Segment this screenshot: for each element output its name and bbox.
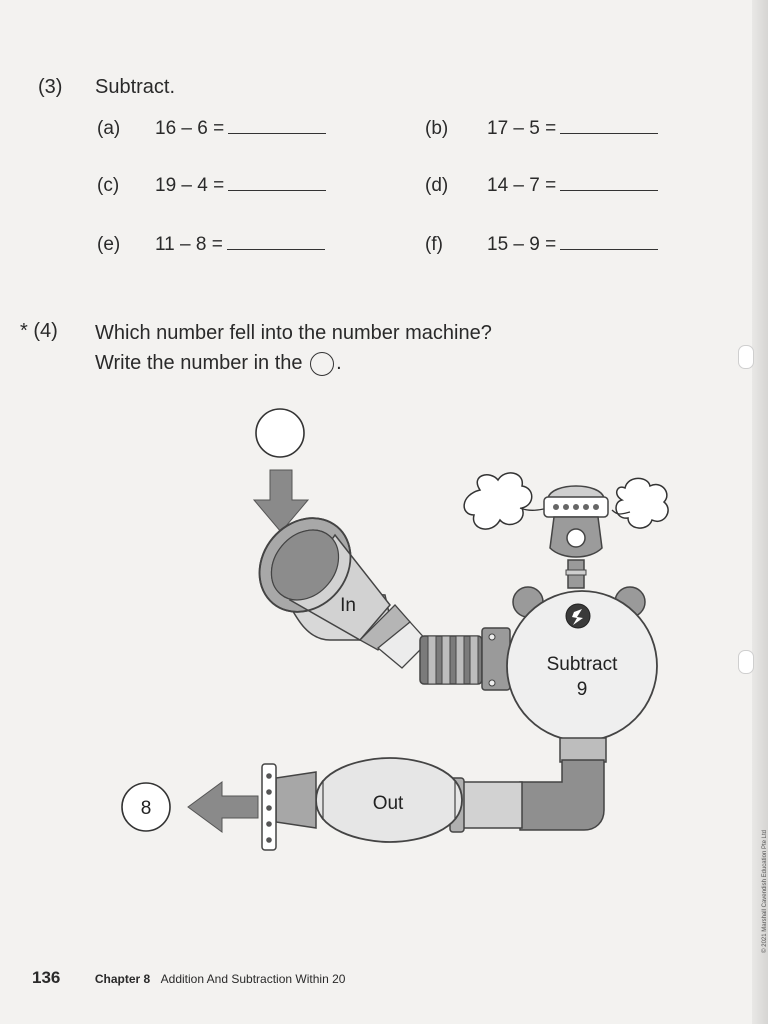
q3-a-label: (a) [97, 118, 121, 139]
capsule-label: Out [372, 793, 404, 814]
q3-c-expression: 19 – 4 = [155, 175, 225, 196]
copyright-notice: © 2021 Marshall Cavendish Education Pte Ltd [762, 830, 768, 953]
q3-f-label: (f) [425, 234, 443, 255]
q3-instruction: Subtract. [95, 76, 176, 98]
q4-line1: Which number fell into the number machine? [95, 322, 492, 344]
output-capsule [262, 758, 462, 850]
q4-line2-end: . [336, 352, 342, 374]
q3-b-label: (b) [425, 118, 449, 139]
operation-value: 9 [576, 679, 588, 700]
q3-f-expression: 15 – 9 = [487, 234, 557, 255]
page-number: 136 [32, 968, 61, 987]
q3-c-label: (c) [97, 175, 120, 196]
funnel-label: In [340, 595, 356, 616]
q4-line2: Write the number in the [95, 352, 303, 374]
q3-d-label: (d) [425, 175, 449, 196]
steam-cloud-left-icon [464, 473, 532, 529]
output-pipe [450, 738, 606, 832]
footer [32, 968, 345, 988]
chapter-title: Addition And Subtraction Within 20 [160, 972, 346, 986]
chapter-label: Chapter 8 [94, 972, 151, 986]
q4-star: * [20, 320, 28, 342]
input-funnel [241, 500, 428, 668]
q3-number: (3) [38, 76, 63, 98]
input-answer-circle[interactable] [256, 409, 304, 457]
machine-top-ornament [544, 486, 608, 588]
bellows-connector [420, 628, 510, 690]
operation-label: Subtract [546, 654, 618, 675]
q3-b-expression: 17 – 5 = [487, 118, 557, 139]
steam-cloud-right-icon [616, 478, 668, 528]
left-arrow-icon [188, 782, 258, 832]
q3-e-label: (e) [97, 234, 121, 255]
q3-a-expression: 16 – 6 = [155, 118, 225, 139]
q4-number: (4) [33, 320, 58, 342]
q3-e-expression: 11 – 8 = [155, 234, 223, 255]
q3-d-expression: 14 – 7 = [487, 175, 557, 196]
output-number: 8 [140, 798, 152, 819]
